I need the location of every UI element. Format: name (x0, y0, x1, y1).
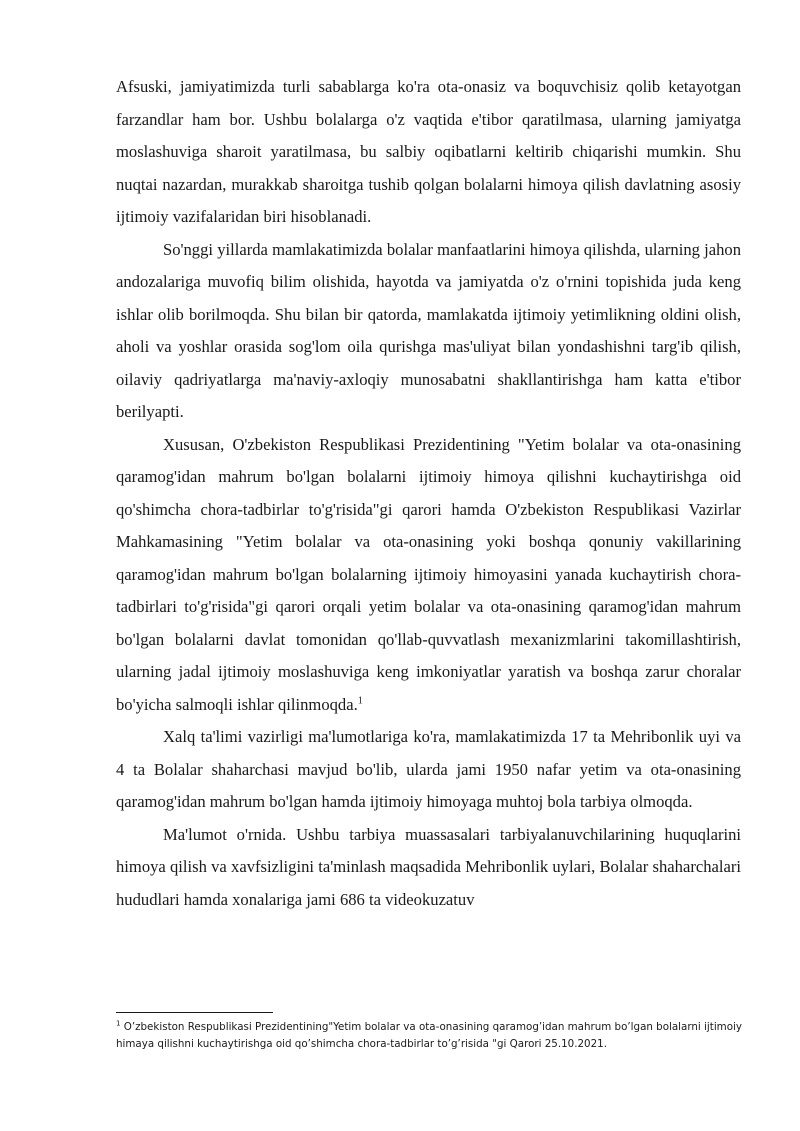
paragraph-1: Afsuski, jamiyatimizda turli sabablarga ko'ra ota-onasiz va boquvchisiz qolib ketayotgan farzandlar ham bor. Ushbu bolalarga o'z vaqtida e'tibor qaratilmasa, ularning jamiyatga moslashuviga sharoit yaratilmasa, bu salbiy oqibatlarni keltirib chiqarishi mumkin. Shu nuqtai nazardan, murakkab sharoitga tushib qolgan bolalarni himoya qilish davlatning asosiy ijtimoiy vazifalaridan biri hisoblanadi. (116, 77, 741, 226)
footnote-number: 1 (116, 1019, 121, 1028)
paragraph-2: So'nggi yillarda mamlakatimizda bolalar manfaatlarini himoya qilishda, ularning jahon andozalariga muvofiq bilim olishida, hayotda va jamiyatda o'z o'rnini topishida juda keng ishlar olib borilmoqda. Shu bilan bir qatorda, mamlakatda ijtimoiy yetimlikning oldini olish, aholi va yoshlar orasida sog'lom oila qurishga mas'uliyat bilan yondashishni targ'ib qilish, oilaviy qadriyatlarga ma'naviy-axloqiy munosabatni shakllantirishga ham katta e'tibor berilyapti. (116, 239, 741, 421)
body-text (116, 71, 741, 916)
paragraph-5: Ma'lumot o'rnida. Ushbu tarbiya muassasalari tarbiyalanuvchilarining huquqlarini himoya qilish va xavfsizligini ta'minlash maqsadida Mehribonlik uylari, Bolalar shaharchalari hududlari hamda xonalariga jami 686 ta videokuzatuv (116, 824, 741, 909)
paragraph-4: Xalq ta'limi vazirligi ma'lumotlariga ko'ra, mamlakatimizda 17 ta Mehribonlik uyi va 4 ta Bolalar shaharchasi mavjud bo'lib, ularda jami 1950 nafar yetim va ota-onasining qaramog'idan mahrum bo'lgan hamda ijtimoiy himoyaga muhtoj bola tarbiya olmoqda. (116, 727, 741, 811)
paragraph-3 (116, 429, 741, 722)
paragraph-3-text: Xususan, O'zbekiston Respublikasi Prezidentining "Yetim bolalar va ota-onasining qaramog'idan mahrum bo'lgan bolalarni ijtimoiy himoya qilishni kuchaytirishga oid qo'shimcha chora-tadbirlar to'g'risida"gi qarori hamda O'zbekiston Respublikasi Vazirlar Mahkamasining "Yetim bolalar va ota-onasining yoki boshqa qonuniy vakillarining qaramog'idan mahrum bo'lgan bolalarning ijtimoiy himoyasini yanada kuchaytirish chora-tadbirlari to'g'risida"gi qarori orqali yetim bolalar va ota-onasining qaramog'idan mahrum bo'lgan bolalarni davlat tomonidan qo'llab-quvvatlash mexanizmlarini takomillashtirish, ularning jadal ijtimoiy moslashuviga keng imkoniyatlar yaratish va boshqa zarur choralar bo'yicha salmoqli ishlar qilinmoqda. (116, 434, 741, 714)
footnote-text: O’zbekiston Respublikasi Prezidentining"Yetim bolalar va ota-onasining qaramog’idan mahrum bo’lgan bolalarni ijtimoiy himaya qilishni kuchaytirishga oid qo’shimcha chora-tadbirlar to’g’risida "gi Qarori 25.10.2021. (116, 1021, 742, 1050)
footnote-reference[interactable]: 1 (357, 694, 363, 706)
footnote-divider (116, 1012, 273, 1013)
footnote (116, 1019, 746, 1053)
